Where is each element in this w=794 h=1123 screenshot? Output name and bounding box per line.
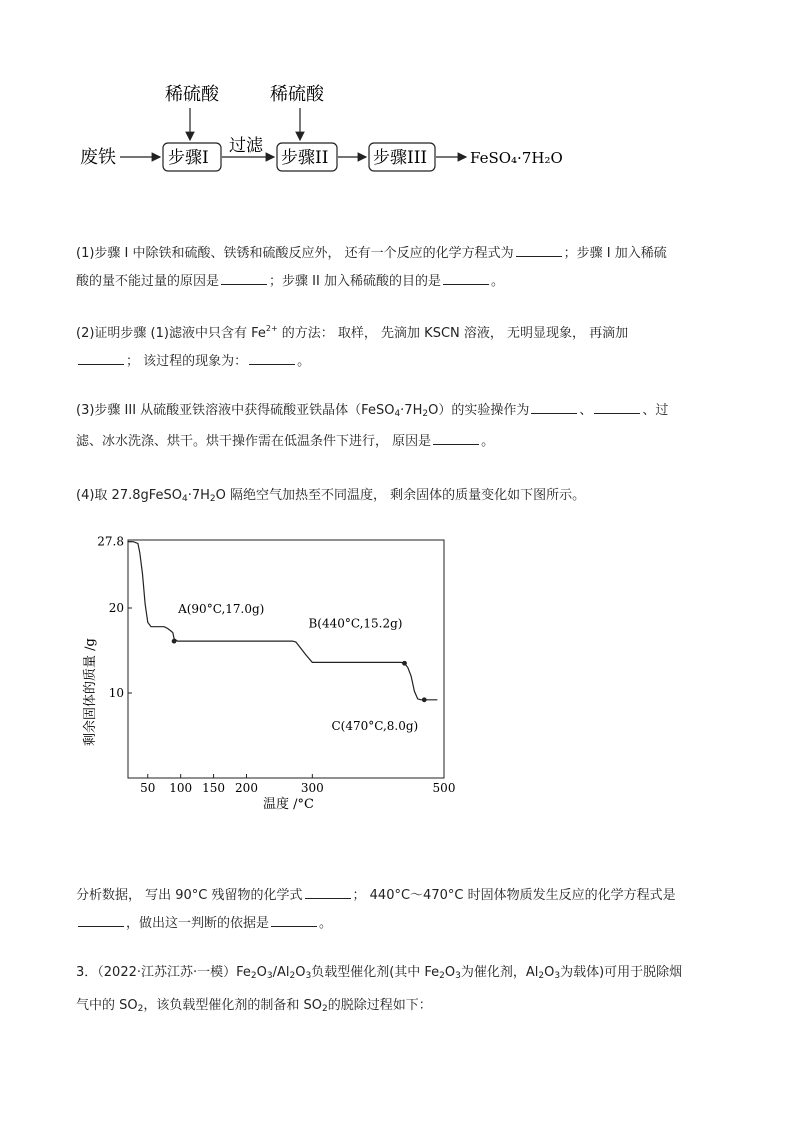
- step1-label: 步骤I: [168, 148, 209, 168]
- p3-sub: 3: [455, 971, 461, 981]
- q2-text-b: 的方法： 取样， 先滴加 KSCN 溶液， 无明显现象， 再滴加: [277, 326, 629, 341]
- p3-text: 气中的 SO: [76, 998, 138, 1013]
- x-tick-label: 200: [235, 781, 258, 795]
- answer-blank[interactable]: [221, 270, 267, 285]
- y-tick-label: 10: [108, 686, 124, 700]
- answer-blank[interactable]: [433, 430, 479, 445]
- x-tick-label: 500: [432, 781, 456, 795]
- p3-sub: 3: [554, 971, 561, 981]
- problem-3: [76, 958, 724, 1024]
- p3-sub: 2: [137, 1004, 144, 1014]
- q2-text-a: (2)证明步骤 (1)滤液中只含有 Fe: [76, 326, 266, 341]
- answer-blank[interactable]: [531, 399, 577, 414]
- point-layer: [172, 602, 427, 733]
- answer-blank[interactable]: [78, 350, 124, 365]
- mass-temperature-chart: [70, 530, 490, 820]
- q3-text-mid: ·7H: [400, 403, 423, 418]
- start-material-label: 废铁: [80, 147, 116, 168]
- product-label: FeSO₄·7H₂O: [470, 149, 563, 167]
- data-point-marker: [172, 639, 177, 644]
- p3-text: 3．（2022·江苏江苏·一模）Fe: [76, 965, 251, 980]
- p3-sub: 2: [250, 971, 257, 981]
- y-tick-label: 27.8: [97, 534, 124, 549]
- data-point-label: C(470°C,8.0g): [331, 718, 419, 733]
- p3-text: 的脱除过程如下：: [327, 998, 432, 1013]
- p3-text: /Al: [272, 965, 290, 980]
- q2-superscript: 2+: [265, 324, 278, 333]
- data-point-label: B(440°C,15.2g): [308, 616, 403, 631]
- x-tick-label: 50: [140, 781, 156, 795]
- data-point-marker: [422, 697, 427, 702]
- x-tick-label: 100: [169, 781, 193, 795]
- step3-label: 步骤III: [373, 148, 428, 168]
- q4-text-b: O 隔绝空气加热至不同温度， 剩余固体的质量变化如下图所示。: [215, 488, 586, 503]
- p3-text: 负载型催化剂(其中 Fe: [311, 965, 440, 980]
- answer-blank[interactable]: [305, 884, 351, 899]
- y-axis-label: 剩余固体的质量 /g: [83, 638, 98, 746]
- p3-text: O: [256, 965, 267, 980]
- q4-text-mid: ·7H: [187, 488, 210, 503]
- q3-sub-2: 2: [422, 409, 429, 419]
- reagent-2-label: 稀硫酸: [270, 84, 324, 105]
- q1-text-e: 。: [490, 274, 504, 289]
- q4-sub-2: 2: [209, 494, 216, 504]
- q3-text-c: 、过: [642, 403, 669, 418]
- p3-text: 为载体)可用于脱除烟: [560, 965, 683, 980]
- p3-sub: 2: [289, 971, 296, 981]
- x-axis-label: 温度 /°C: [263, 797, 314, 812]
- tick-layer: [97, 535, 455, 795]
- question-1: [76, 240, 724, 296]
- analysis-text-c: ，做出这一判断的依据是: [126, 916, 270, 931]
- y-tick-label: 20: [108, 601, 124, 615]
- p3-text: 为催化剂，Al: [460, 965, 539, 980]
- p3-sub: 3: [305, 971, 312, 981]
- data-point-marker: [402, 661, 407, 666]
- p3-text: O: [544, 965, 555, 980]
- process-flow-diagram: [0, 70, 794, 190]
- q1-text-c: 酸的量不能过量的原因是: [76, 274, 220, 289]
- p3-sub: 2: [538, 971, 545, 981]
- x-tick-label: 300: [300, 781, 324, 795]
- q3-text-a: (3)步骤 III 从硫酸亚铁溶液中获得硫酸亚铁晶体（FeSO: [76, 403, 395, 418]
- question-2: [76, 315, 724, 376]
- q1-text-d: ；步骤 II 加入稀硫酸的目的是: [269, 274, 441, 289]
- question-4: [76, 482, 724, 513]
- p3-text: O: [444, 965, 456, 980]
- answer-blank[interactable]: [78, 912, 124, 927]
- q3-sub-1: 4: [394, 409, 401, 419]
- plot-frame: [128, 540, 444, 778]
- answer-blank[interactable]: [271, 912, 317, 927]
- q1-text-b: ；步骤 I 加入稀硫: [563, 246, 667, 261]
- q3-text-b: O）的实验操作为: [428, 403, 530, 418]
- q1-text-a: (1)步骤 I 中除铁和硫酸、铁锈和硫酸反应外， 还有一个反应的化学方程式为: [76, 246, 514, 261]
- answer-blank[interactable]: [516, 242, 562, 257]
- q3-sep: 、: [579, 403, 593, 418]
- p3-text: ，该负载型催化剂的制备和 SO: [143, 998, 322, 1013]
- analysis-text-b: ； 440°C～470°C 时固体物质发生反应的化学方程式是: [352, 888, 676, 903]
- analysis-question: [76, 882, 724, 938]
- answer-blank[interactable]: [443, 270, 489, 285]
- x-tick-label: 150: [202, 781, 226, 795]
- q4-text-a: (4)取 27.8gFeSO: [76, 488, 182, 503]
- p3-text: O: [295, 965, 306, 980]
- answer-blank[interactable]: [594, 399, 640, 414]
- q4-sub-1: 4: [182, 494, 188, 504]
- q2-text-c: ； 该过程的现象为：: [126, 354, 248, 369]
- reagent-1-label: 稀硫酸: [165, 84, 219, 105]
- q3-text-e: 。: [481, 434, 495, 449]
- data-point-label: A(90°C,17.0g): [178, 602, 265, 617]
- question-3: [76, 397, 724, 456]
- q3-text-d: 滤、冰水洗涤、烘干。烘干操作需在低温条件下进行， 原因是: [76, 434, 432, 449]
- p3-sub: 3: [266, 971, 273, 981]
- analysis-text-a: 分析数据， 写出 90°C 残留物的化学式: [76, 888, 303, 903]
- answer-blank[interactable]: [249, 350, 295, 365]
- p3-sub: 2: [439, 971, 445, 981]
- p3-sub: 2: [321, 1004, 328, 1014]
- step2-label: 步骤II: [281, 148, 329, 168]
- analysis-text-d: 。: [319, 916, 333, 931]
- filter-label: 过滤: [229, 136, 263, 156]
- q2-text-d: 。: [297, 354, 311, 369]
